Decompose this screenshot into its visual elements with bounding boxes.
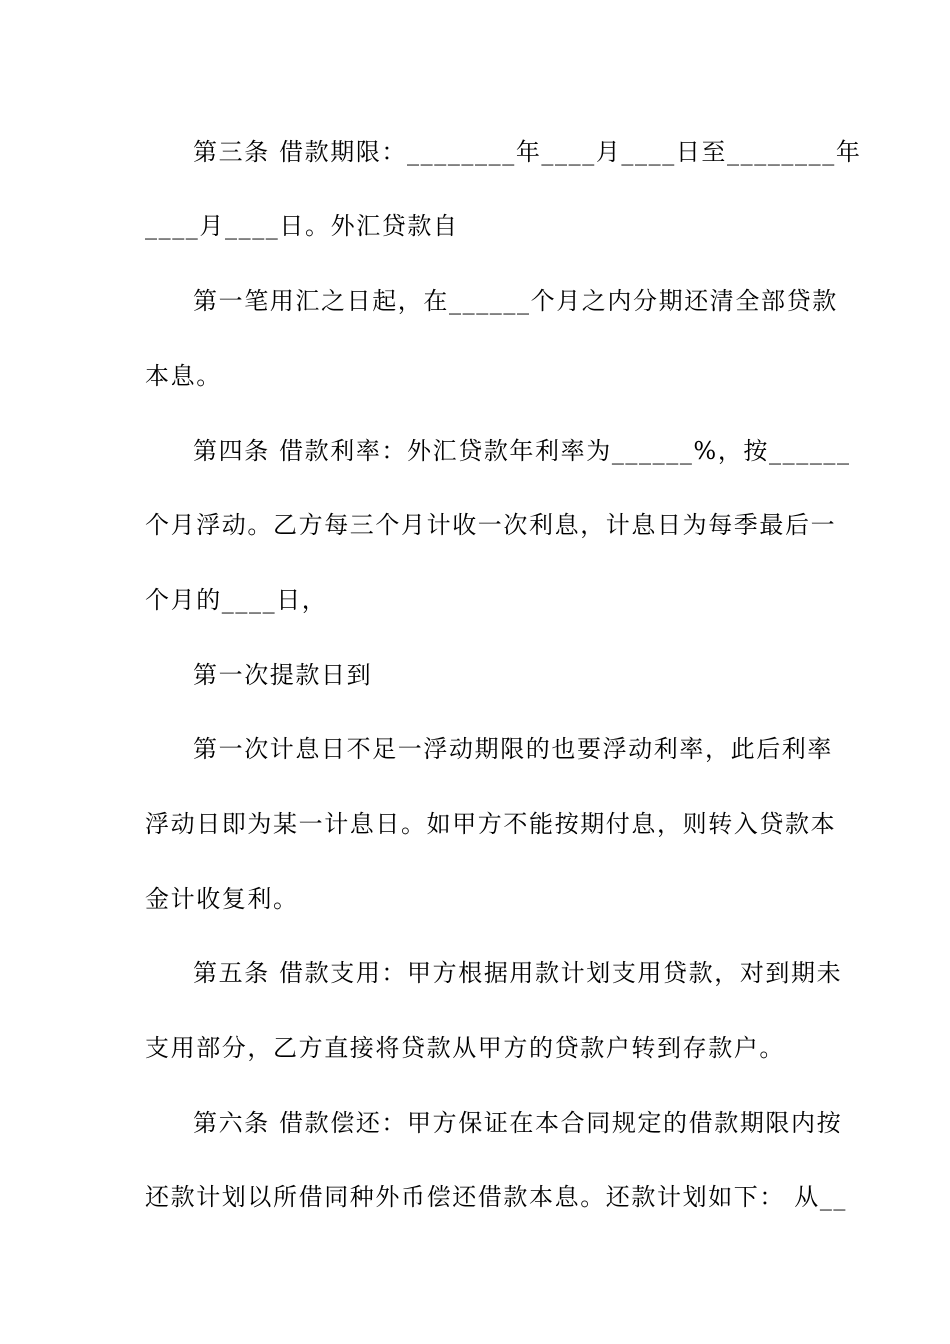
text-line: 个月的____日， <box>145 586 328 614</box>
text-line: 第四条 借款利率：外汇贷款年利率为______%，按______ <box>193 437 851 465</box>
text-line: 浮动日即为某一计息日。如甲方不能按期付息，则转入贷款本 <box>145 810 837 838</box>
text-line: 第一次计息日不足一浮动期限的也要浮动利率，此后利率 <box>193 735 833 763</box>
text-line: 第六条 借款偿还：甲方保证在本合同规定的借款期限内按 <box>193 1109 843 1137</box>
text-line: 第一笔用汇之日起，在______个月之内分期还清全部贷款 <box>193 287 838 315</box>
text-line: 第一次提款日到 <box>193 661 373 689</box>
text-line: 个月浮动。乙方每三个月计收一次利息，计息日为每季最后一 <box>145 511 837 539</box>
text-line: 还款计划以所借同种外币偿还借款本息。还款计划如下： 从__ <box>145 1183 848 1211</box>
text-line: 第三条 借款期限：________年____月____日至________年 <box>193 138 862 166</box>
text-line: 支用部分，乙方直接将贷款从甲方的贷款户转到存款户。 <box>145 1034 785 1062</box>
text-line: ____月____日。外汇贷款自 <box>145 212 459 240</box>
text-line: 第五条 借款支用：甲方根据用款计划支用贷款，对到期未 <box>193 959 843 987</box>
text-line: 金计收复利。 <box>145 885 299 913</box>
text-line: 本息。 <box>145 362 222 390</box>
